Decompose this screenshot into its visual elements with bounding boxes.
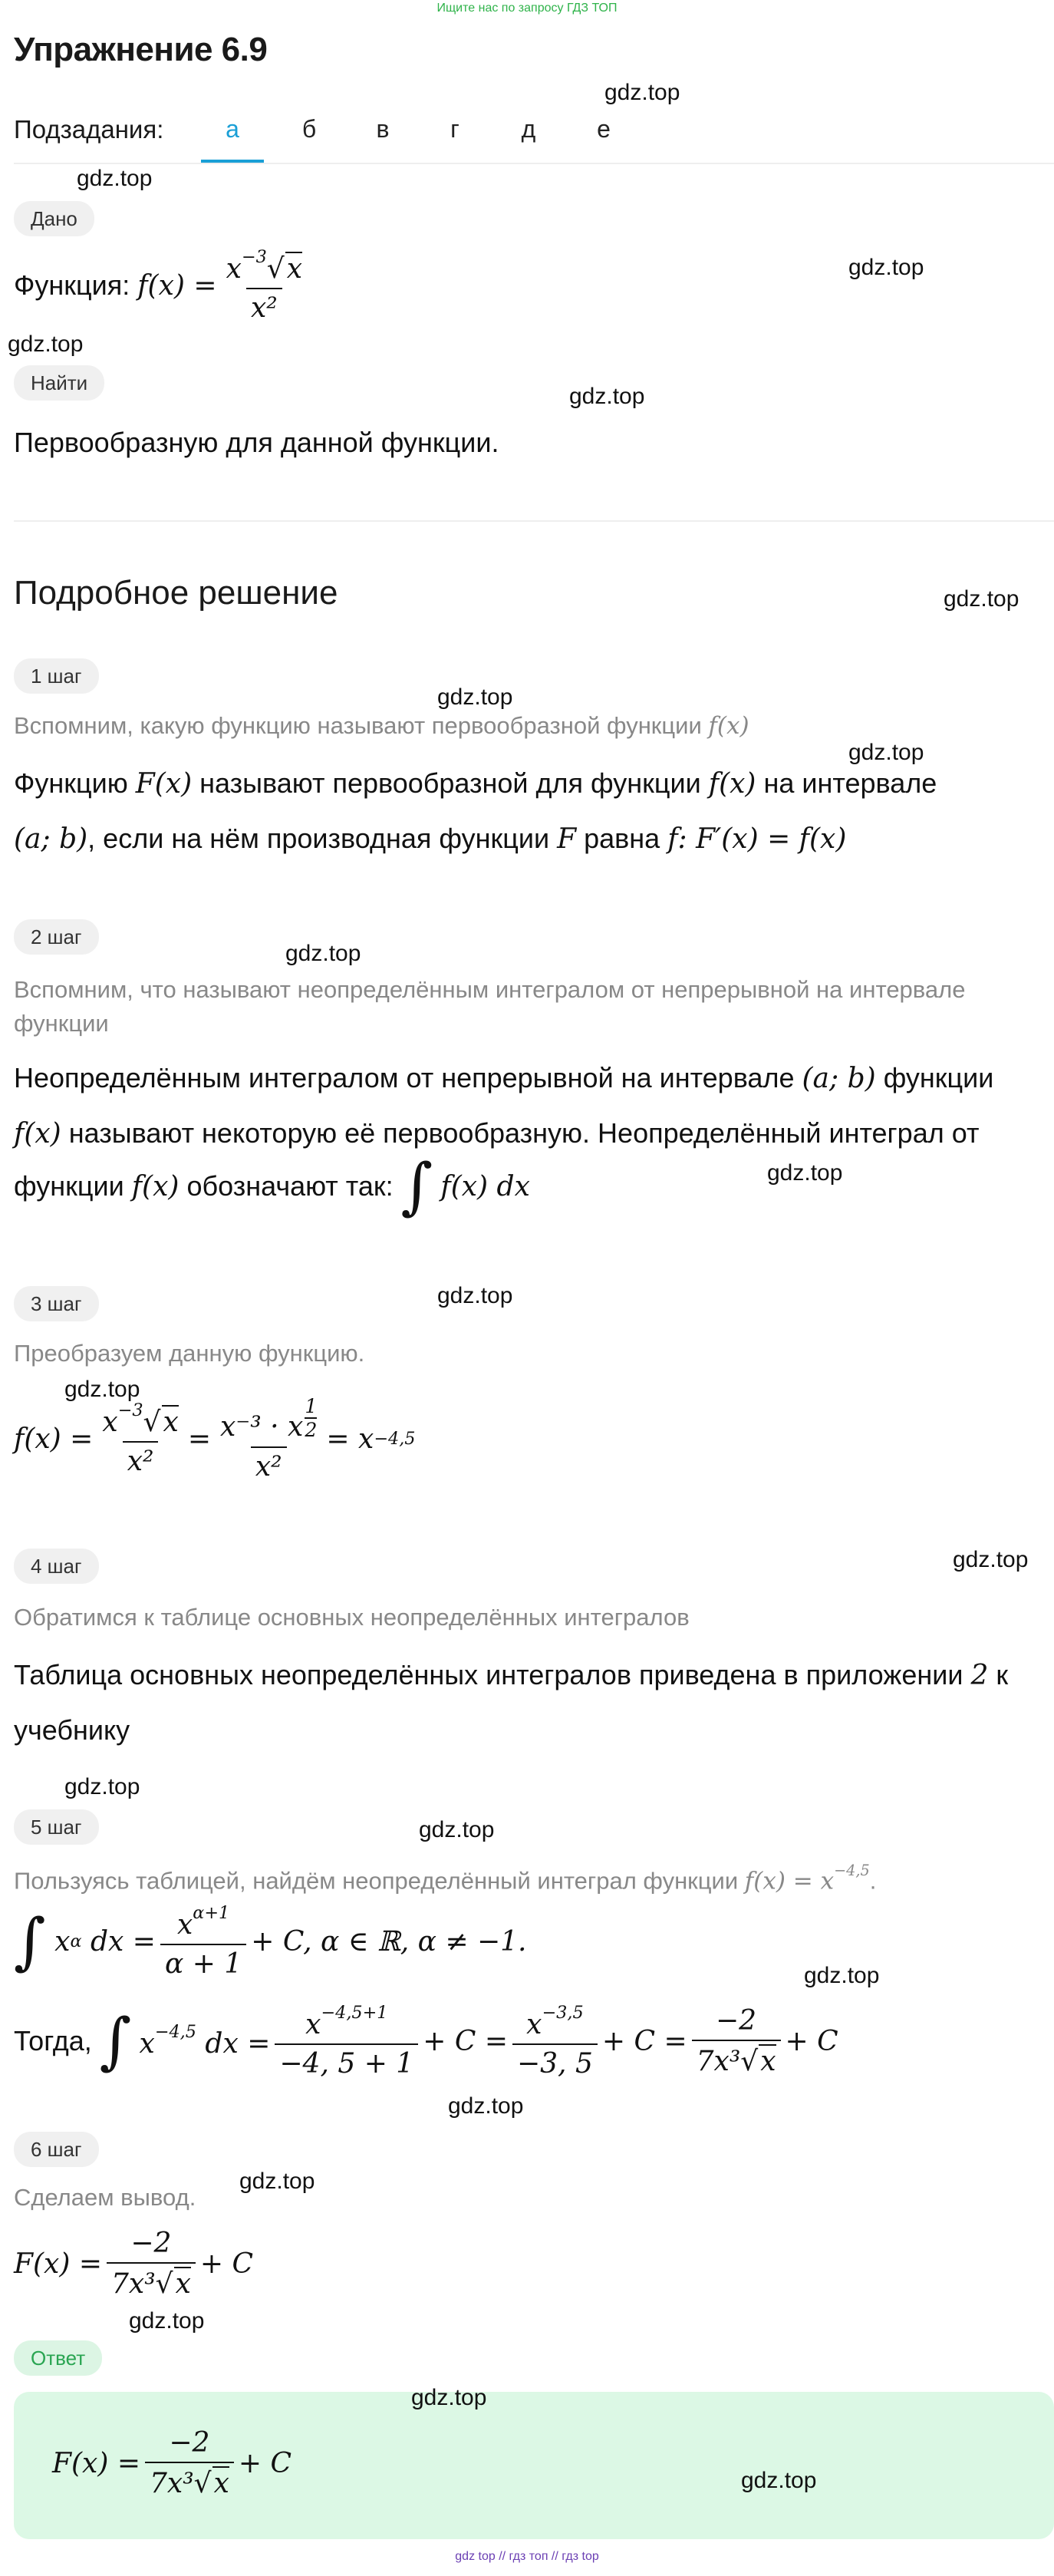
- watermark: gdz.top: [64, 1377, 140, 1402]
- given-num-exp: −3: [241, 247, 267, 267]
- step-1-line-1: Функцию F(x) называют первообразной для функции f(x) на интервале: [14, 767, 937, 800]
- watermark: gdz.top: [129, 2308, 205, 2334]
- step-5-hint: Пользуясь таблицей, найдём неопределённый интеграл функции $f(x) = x^{-4,5}$.: [14, 1862, 877, 1895]
- top-banner: Ищите нас по запросу ГДЗ ТОП: [436, 2, 618, 15]
- step-3-hint: Преобразуем данную функцию.: [14, 1340, 365, 1367]
- watermark: gdz.top: [419, 1817, 495, 1842]
- step-2-line-1: Неопределённым интегралом от непрерывной на интервале (a; b) функции: [14, 1062, 994, 1094]
- step-4-pill: 4 шаг: [14, 1549, 99, 1584]
- watermark: gdz.top: [285, 941, 361, 966]
- integral-icon: ∫: [14, 1905, 46, 1977]
- bottom-banner: gdz top // гдз топ // гдз top: [455, 2550, 599, 2563]
- find-text: Первообразную для данной функции.: [14, 427, 499, 458]
- step-3-formula: f(x) = $\frac{x^{-3}√x}{\text{x²}}$ = x⁻³ · x $\frac{1}{2}$ x² = x −4,5: [14, 1395, 416, 1483]
- given-fx: f(x) =: [137, 269, 217, 302]
- watermark: gdz.top: [8, 331, 84, 357]
- step-4-line-1: Таблица основных неопределённых интегралов приведена в приложении 2 к: [14, 1659, 1009, 1691]
- solution-title: Подробное решение: [14, 574, 338, 612]
- watermark: gdz.top: [848, 740, 924, 765]
- step-1-pill: 1 шаг: [14, 658, 99, 694]
- watermark: gdz.top: [239, 2169, 315, 2194]
- step-6-pill: 6 шаг: [14, 2132, 99, 2167]
- tabs-divider: [14, 163, 1054, 164]
- watermark: gdz.top: [64, 1774, 140, 1799]
- integral-icon: ∫: [400, 1150, 433, 1222]
- step-4-line-2: учебнику: [14, 1714, 130, 1746]
- step-1-line-2: (a; b), если на нём производная функции F равна f: F′(x) = f(x): [14, 823, 847, 855]
- step-2-line-3: функции f(x) обозначают так: ∫ f(x) dx: [14, 1150, 530, 1222]
- step-4-hint: Обратимся к таблице основных неопределённых интегралов: [14, 1604, 690, 1631]
- tab-v[interactable]: в: [376, 115, 390, 143]
- section-divider: [14, 520, 1054, 522]
- page-title: Упражнение 6.9: [14, 31, 268, 68]
- tab-a[interactable]: а: [226, 115, 239, 143]
- watermark: gdz.top: [411, 2385, 487, 2410]
- step-2-line-2: f(x) называют некоторую её первообразную. Неопределённый интеграл от: [14, 1117, 980, 1149]
- step-5-pill: 5 шаг: [14, 1809, 99, 1845]
- subtasks-label: Подзадания:: [14, 115, 164, 143]
- step-1-hint: Вспомним, какую функцию называют первообразной функции f(x): [14, 712, 749, 740]
- given-den: x²: [246, 288, 282, 324]
- answer-formula: F(x) = $\frac{-2}{\text{7x³√x}}$ + C: [52, 2427, 292, 2499]
- find-pill: Найти: [14, 365, 104, 401]
- given-num-base: x: [226, 253, 242, 285]
- given-pill: Дано: [14, 201, 94, 236]
- watermark: gdz.top: [944, 586, 1019, 612]
- step-2-pill: 2 шаг: [14, 919, 99, 955]
- step-6-formula: F(x) = $\frac{-2}{\text{7x³√x}}$ + C: [14, 2228, 254, 2300]
- step-3-pill: 3 шаг: [14, 1286, 99, 1321]
- given-label: Функция:: [14, 269, 130, 302]
- step-2-hint: Вспомним, что называют неопределённым интегралом от непрерывной на интервале функции: [14, 976, 966, 1037]
- watermark: gdz.top: [848, 255, 924, 280]
- step-5-then: Тогда, ∫ $x^{-4,5}$ dx = $\frac{x^{-4,5+1}}{-4, 5 + 1}$ + C = $\frac{x^{-3,5}}{-3, 5}$ + C = $\frac{-2}{\text{7x³√x}}$ + C: [14, 2002, 838, 2080]
- watermark: gdz.top: [437, 1283, 513, 1308]
- given-function: Функция: f(x) = $\frac{x^{-3}√x}{\text{x²}}$: [14, 247, 303, 325]
- watermark: gdz.top: [77, 166, 153, 191]
- watermark: gdz.top: [604, 80, 680, 105]
- integral-icon: ∫: [99, 2005, 132, 2076]
- watermark: gdz.top: [448, 2093, 524, 2119]
- tab-g[interactable]: г: [450, 115, 459, 143]
- step-6-hint: Сделаем вывод.: [14, 2184, 196, 2211]
- watermark: gdz.top: [741, 2468, 817, 2493]
- watermark: gdz.top: [437, 684, 513, 710]
- watermark: gdz.top: [953, 1547, 1029, 1572]
- step-5-formula: ∫ x α dx = $\frac{x^{\alpha+1}}{\alpha + 1}$ + C, α ∈ ℝ, α ≠ −1.: [14, 1902, 527, 1981]
- tab-d[interactable]: д: [521, 115, 536, 143]
- tab-b[interactable]: б: [301, 115, 317, 143]
- watermark: gdz.top: [767, 1160, 843, 1186]
- tab-e[interactable]: е: [597, 115, 611, 143]
- watermark: gdz.top: [569, 384, 645, 409]
- given-num-root: x: [286, 253, 303, 285]
- answer-pill: Ответ: [14, 2340, 102, 2376]
- watermark: gdz.top: [804, 1963, 880, 1988]
